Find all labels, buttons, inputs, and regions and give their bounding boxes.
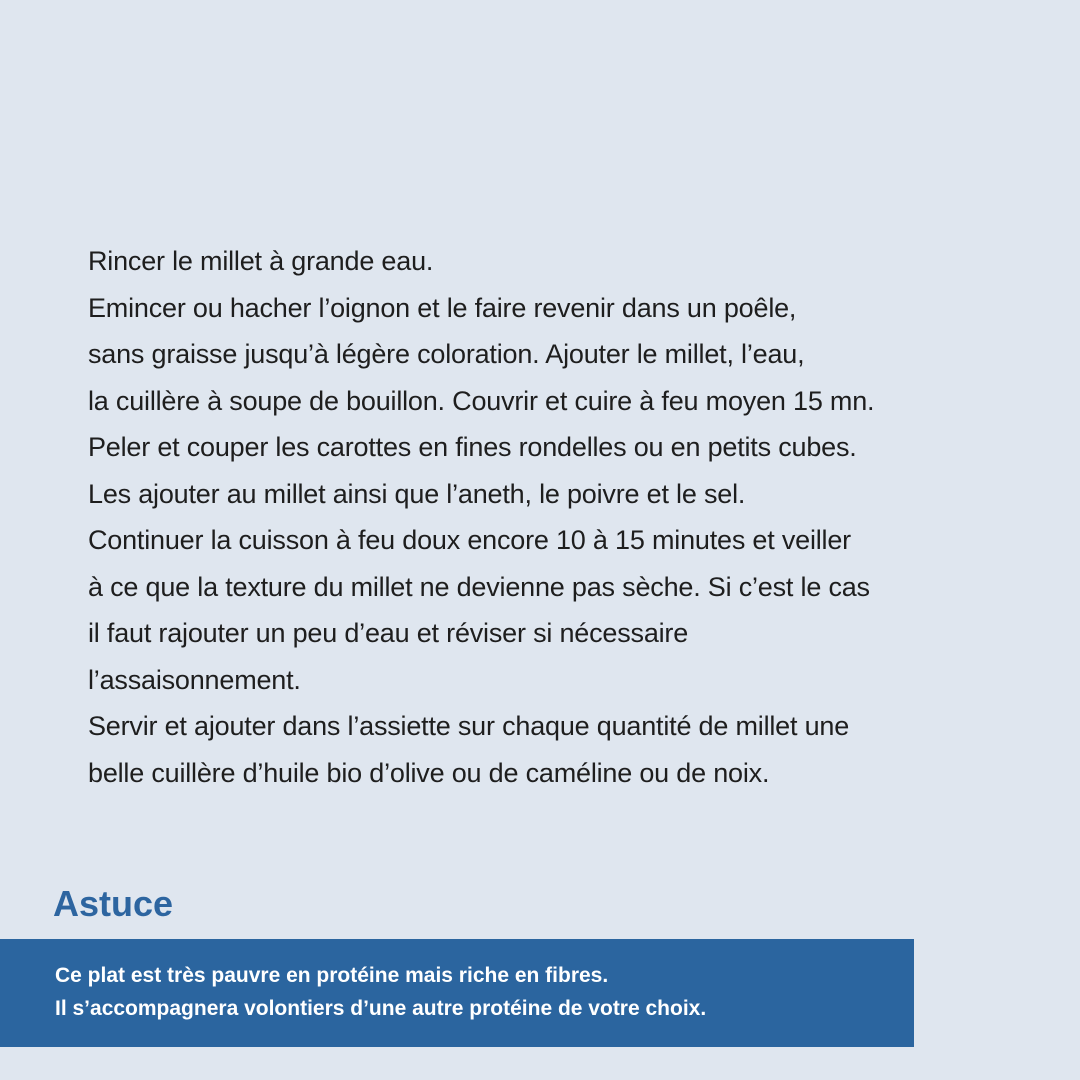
tip-title: Astuce bbox=[53, 883, 174, 924]
instruction-line: Servir et ajouter dans l’assiette sur chaque quantité de millet une bbox=[88, 711, 850, 741]
instruction-line: la cuillère à soupe de bouillon. Couvrir et cuire à feu moyen 15 mn. bbox=[88, 385, 875, 416]
instruction-line: belle cuillère d’huile bio d’olive ou de caméline ou de noix. bbox=[88, 757, 770, 788]
instruction-line: il faut rajouter un peu d’eau et réviser si nécessaire bbox=[88, 618, 689, 648]
instruction-line: Les ajouter au millet ainsi que l’aneth, le poivre et le sel. bbox=[88, 478, 746, 509]
instruction-line: Continuer la cuisson à feu doux encore 10 à 15 minutes et veiller bbox=[88, 525, 851, 555]
instruction-line: Rincer le millet à grande eau. bbox=[88, 246, 434, 276]
tip-box bbox=[0, 939, 914, 1047]
instruction-line: Emincer ou hacher l’oignon et le faire revenir dans un poêle, bbox=[88, 292, 797, 323]
instruction-line: Peler et couper les carottes en fines rondelles ou en petits cubes. bbox=[88, 432, 857, 462]
instruction-line: à ce que la texture du millet ne devienne pas sèche. Si c’est le cas bbox=[88, 571, 870, 602]
tip-line: Ce plat est très pauvre en protéine mais riche en fibres. bbox=[55, 964, 609, 987]
instruction-line: l’assaisonnement. bbox=[88, 664, 301, 695]
instruction-line: sans graisse jusqu’à légère coloration. Ajouter le millet, l’eau, bbox=[88, 339, 805, 369]
tip-line: Il s’accompagnera volontiers d’une autre protéine de votre choix. bbox=[55, 997, 707, 1020]
recipe-instructions bbox=[88, 238, 1048, 796]
